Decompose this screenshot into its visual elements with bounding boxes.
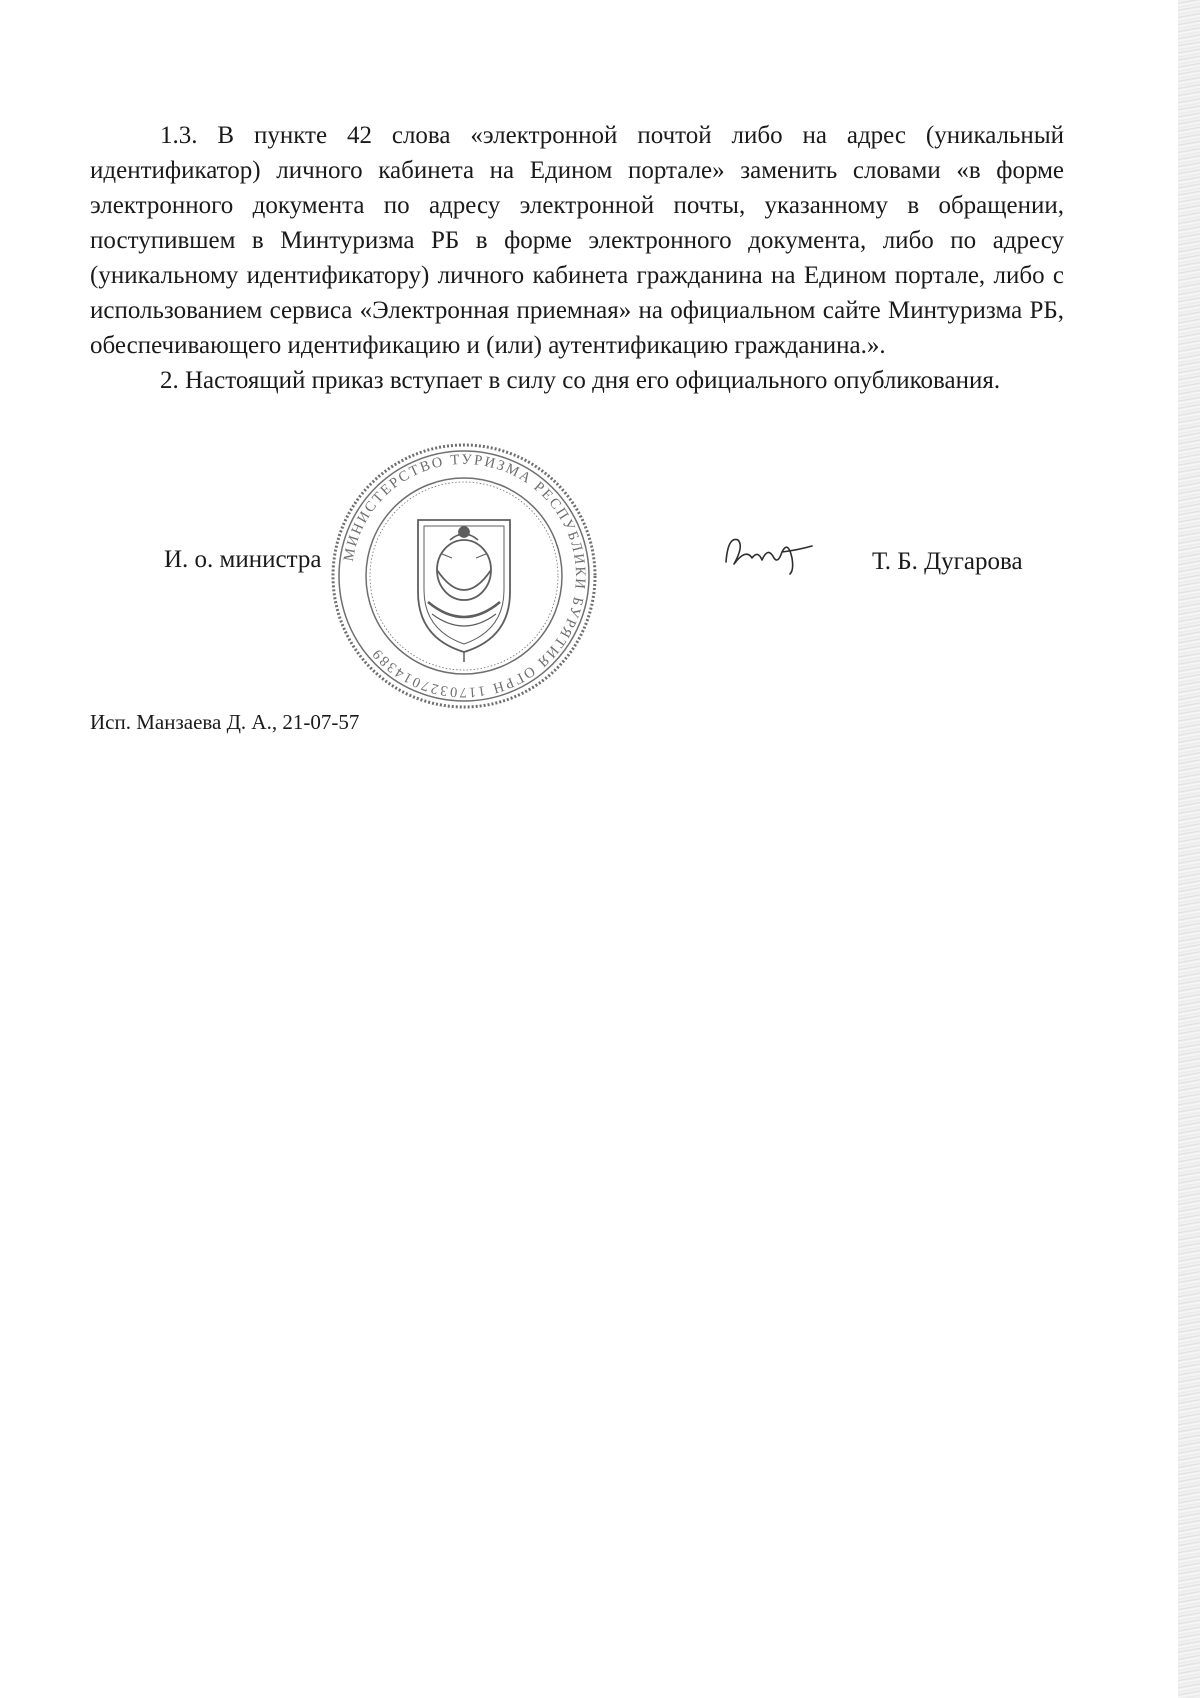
scan-edge-texture xyxy=(1178,0,1200,1698)
signatory-name: Т. Б. Дугарова xyxy=(872,548,1023,575)
handwritten-signature-icon xyxy=(718,528,818,576)
signatory-position-title: И. о. министра xyxy=(164,546,322,573)
executor-note: Исп. Манзаева Д. А., 21-07-57 xyxy=(90,710,360,734)
official-seal xyxy=(330,442,598,710)
document-body xyxy=(90,118,1064,398)
paragraph-1-3: 1.3. В пункте 42 слова «электронной почтой либо на адрес (уникальный идентификатор) личного кабинета на Едином портале» заменить словами «в форме электронного документа по адресу электронной почты, указанному в обращении, поступившем в Минтуризма РБ в форме электронного документа, либо по адресу (уникальному идентификатору) личного кабинета гражданина на Едином портале, либо с использованием сервиса «Электронная приемная» на официальном сайте Минтуризма РБ, обеспечивающего идентификацию и (или) аутентификацию гражданина.». xyxy=(90,122,1064,359)
seal-ring-text: МИНИСТЕРСТВО ТУРИЗМА РЕСПУБЛИКИ БУРЯТИЯ ОГРН 1170327014389 xyxy=(340,451,589,701)
seal-rings xyxy=(333,445,595,707)
coat-of-arms-icon xyxy=(418,520,510,662)
paragraph-2: 2. Настоящий приказ вступает в силу со дня его официального опубликования. xyxy=(160,367,1001,394)
